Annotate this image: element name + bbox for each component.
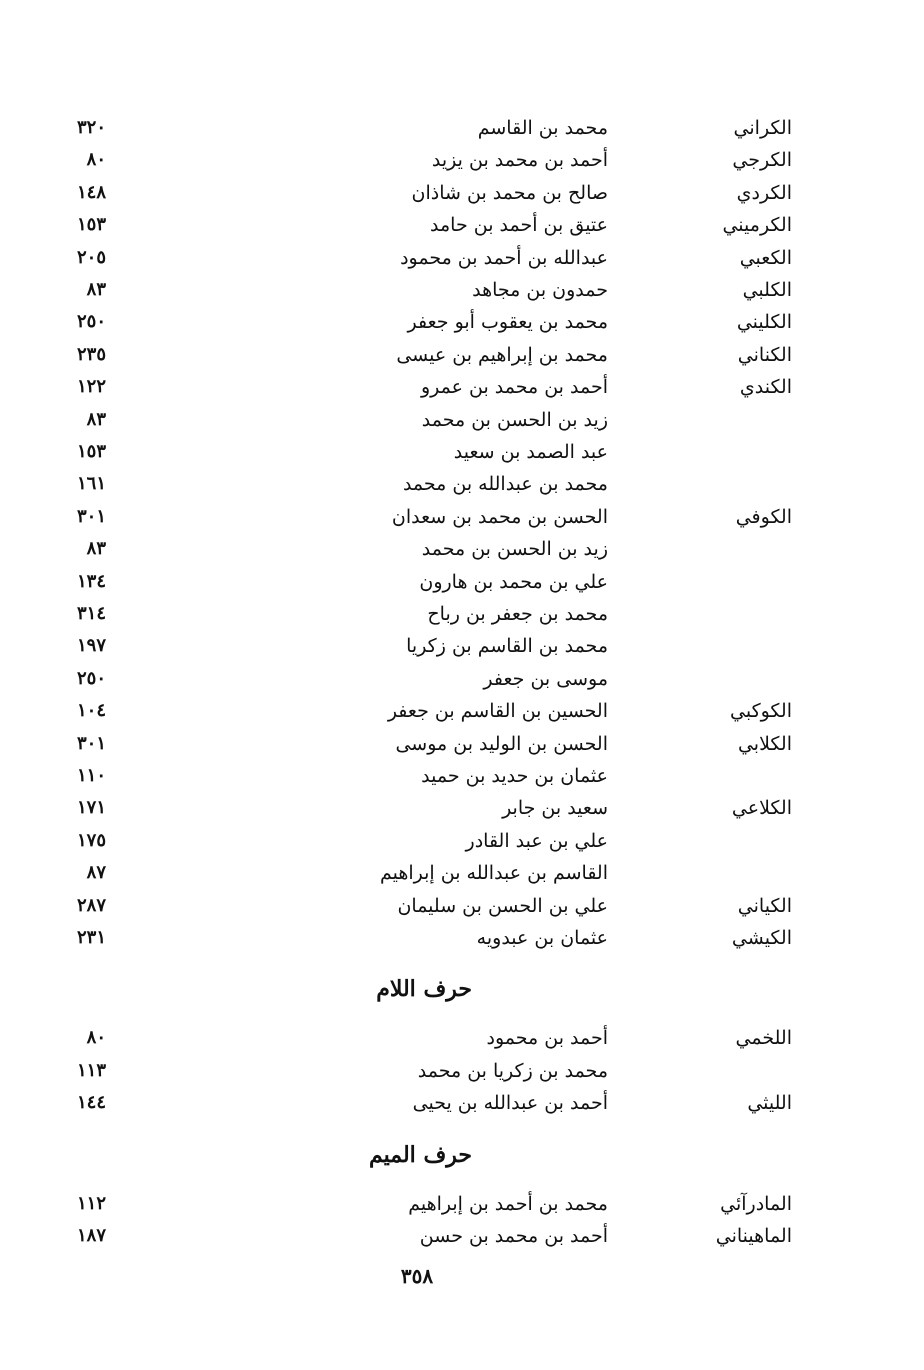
- entry-page-number: ١٠٤: [76, 700, 106, 722]
- index-entry: [0, 1055, 924, 1087]
- entry-name: محمد بن عبدالله بن محمد: [402, 473, 608, 496]
- entry-nisba: الكرجي: [732, 149, 792, 172]
- index-entry: [0, 825, 924, 857]
- index-entry: [0, 1188, 924, 1220]
- entry-nisba: الكلبي: [742, 279, 792, 301]
- index-entry: [0, 728, 924, 760]
- entry-nisba: الكوفي: [735, 505, 792, 528]
- entry-name: الحسن بن الوليد بن موسى: [395, 732, 608, 755]
- index-entry: [0, 339, 924, 371]
- entry-name: علي بن عبد القادر: [465, 829, 608, 852]
- index-entry: [0, 274, 924, 306]
- entry-page-number: ١١٠: [76, 765, 106, 786]
- entry-name: محمد بن أحمد بن إبراهيم: [408, 1192, 608, 1215]
- entry-nisba: الكردي: [736, 181, 792, 204]
- index-entry: [0, 630, 924, 662]
- entry-page-number: ٢٥٠: [76, 311, 106, 333]
- index-entry: [0, 404, 924, 436]
- entry-name: عبدالله بن أحمد بن محمود: [400, 246, 608, 269]
- index-entry: [0, 1022, 924, 1054]
- entry-name: زيد بن الحسن بن محمد: [421, 538, 608, 561]
- entry-nisba: الكياني: [737, 894, 792, 917]
- entry-page-number: ١٩٧: [76, 635, 106, 657]
- entry-page-number: ١٧١: [76, 797, 106, 819]
- entry-nisba: الكليني: [736, 311, 792, 334]
- index-entry: [0, 144, 924, 176]
- entry-page-number: ٣٠١: [76, 732, 106, 754]
- index-entry: [0, 760, 924, 792]
- entry-name: أحمد بن محمود: [486, 1027, 608, 1050]
- index-entry: [0, 242, 924, 274]
- entry-nisba: اللخمي: [735, 1027, 792, 1050]
- index-entry: [0, 890, 924, 922]
- entry-name: حمدون بن مجاهد: [472, 279, 608, 301]
- entry-name: عثمان بن عبدويه: [476, 927, 608, 949]
- index-entry: [0, 1087, 924, 1119]
- entry-page-number: ١٥٣: [76, 214, 106, 236]
- entry-name: محمد بن القاسم: [477, 117, 608, 139]
- entry-name: أحمد بن عبدالله بن يحيى: [412, 1092, 608, 1115]
- index-entry: [0, 177, 924, 209]
- index-entry: [0, 857, 924, 889]
- entry-nisba: المادرآئي: [720, 1192, 792, 1215]
- entry-page-number: ١٥٣: [76, 441, 106, 462]
- entry-page-number: ٣١٤: [76, 603, 106, 624]
- entry-name: محمد بن القاسم بن زكريا: [406, 635, 608, 658]
- entry-name: زيد بن الحسن بن محمد: [421, 408, 608, 431]
- index-entry: [0, 468, 924, 500]
- section-heading: حرف اللام: [376, 976, 472, 1003]
- page-number: ٣٥٨: [400, 1264, 434, 1288]
- index-entry: [0, 209, 924, 241]
- entry-name: موسى بن جعفر: [483, 667, 608, 690]
- entry-page-number: ٣٠١: [76, 505, 106, 527]
- entry-name: عثمان بن حديد بن حميد: [421, 765, 608, 787]
- entry-nisba: الماهيناني: [715, 1225, 792, 1247]
- entry-nisba: الكندي: [739, 376, 792, 399]
- entry-nisba: الكلاعي: [731, 797, 792, 820]
- entry-page-number: ٨٠: [86, 149, 106, 171]
- entry-name: علي بن محمد بن هارون: [419, 570, 608, 593]
- entry-name: محمد بن إبراهيم بن عيسى: [396, 343, 608, 366]
- index-entry: [0, 695, 924, 727]
- index-entry: [0, 371, 924, 403]
- index-entry: [0, 792, 924, 824]
- entry-page-number: ٨٣: [86, 538, 106, 560]
- entry-page-number: ١٣٤: [76, 570, 106, 592]
- entry-name: محمد بن جعفر بن رباح: [427, 603, 608, 625]
- entry-nisba: الكرميني: [722, 214, 792, 237]
- entry-name: عتيق بن أحمد بن حامد: [430, 214, 608, 237]
- entry-name: أحمد بن محمد بن عمرو: [420, 376, 608, 399]
- entry-page-number: ١٦١: [76, 473, 106, 495]
- entry-nisba: الكوكبي: [730, 700, 792, 723]
- entry-page-number: ٨٣: [86, 279, 106, 300]
- entry-name: أحمد بن محمد بن يزيد: [431, 149, 608, 172]
- entry-page-number: ٨٧: [86, 862, 106, 884]
- index-entry: [0, 922, 924, 954]
- entry-page-number: ٨٣: [86, 408, 106, 430]
- entry-page-number: ٢٣١: [76, 927, 106, 948]
- entry-page-number: ١٧٥: [76, 829, 106, 851]
- index-entry: [0, 112, 924, 144]
- entry-page-number: ٢٨٧: [76, 894, 106, 916]
- entry-nisba: الكناني: [737, 343, 792, 366]
- index-entry: [0, 436, 924, 468]
- entry-name: سعيد بن جابر: [502, 797, 608, 820]
- entry-nisba: الليثي: [747, 1092, 792, 1115]
- entry-nisba: الكلابي: [737, 732, 792, 755]
- entry-page-number: ٨٠: [86, 1027, 106, 1049]
- entry-name: الحسين بن القاسم بن جعفر: [387, 700, 608, 723]
- index-entry: [0, 533, 924, 565]
- entry-page-number: ١٤٤: [76, 1092, 106, 1114]
- index-entry: [0, 598, 924, 630]
- entry-name: القاسم بن عبدالله بن إبراهيم: [379, 862, 608, 885]
- entry-page-number: ١١٣: [76, 1059, 106, 1081]
- index-entry: [0, 306, 924, 338]
- section-heading: حرف الميم: [368, 1141, 472, 1168]
- index-entry: [0, 1220, 924, 1252]
- index-entry: [0, 566, 924, 598]
- entry-nisba: الكعبي: [739, 246, 792, 269]
- entry-page-number: ٢٥٠: [76, 667, 106, 689]
- entry-page-number: ١١٢: [76, 1192, 106, 1214]
- entry-name: صالح بن محمد بن شاذان: [411, 181, 608, 204]
- entry-page-number: ٢٠٥: [76, 246, 106, 268]
- entry-page-number: ١٤٨: [76, 181, 106, 203]
- entry-name: علي بن الحسن بن سليمان: [397, 894, 608, 917]
- entry-page-number: ٢٣٥: [76, 343, 106, 365]
- entry-page-number: ١٢٢: [76, 376, 106, 398]
- entry-page-number: ٣٢٠: [76, 117, 106, 138]
- entry-nisba: الكراني: [733, 117, 792, 139]
- entry-nisba: الكيشي: [731, 927, 792, 949]
- entry-name: أحمد بن محمد بن حسن: [419, 1225, 608, 1247]
- entry-name: محمد بن يعقوب أبو جعفر: [407, 311, 608, 334]
- entry-name: محمد بن زكريا بن محمد: [417, 1059, 608, 1082]
- entry-page-number: ١٨٧: [76, 1225, 106, 1246]
- entry-name: عبد الصمد بن سعيد: [453, 441, 608, 463]
- index-entry: [0, 663, 924, 695]
- index-entry: [0, 501, 924, 533]
- entry-name: الحسن بن محمد بن سعدان: [391, 505, 608, 528]
